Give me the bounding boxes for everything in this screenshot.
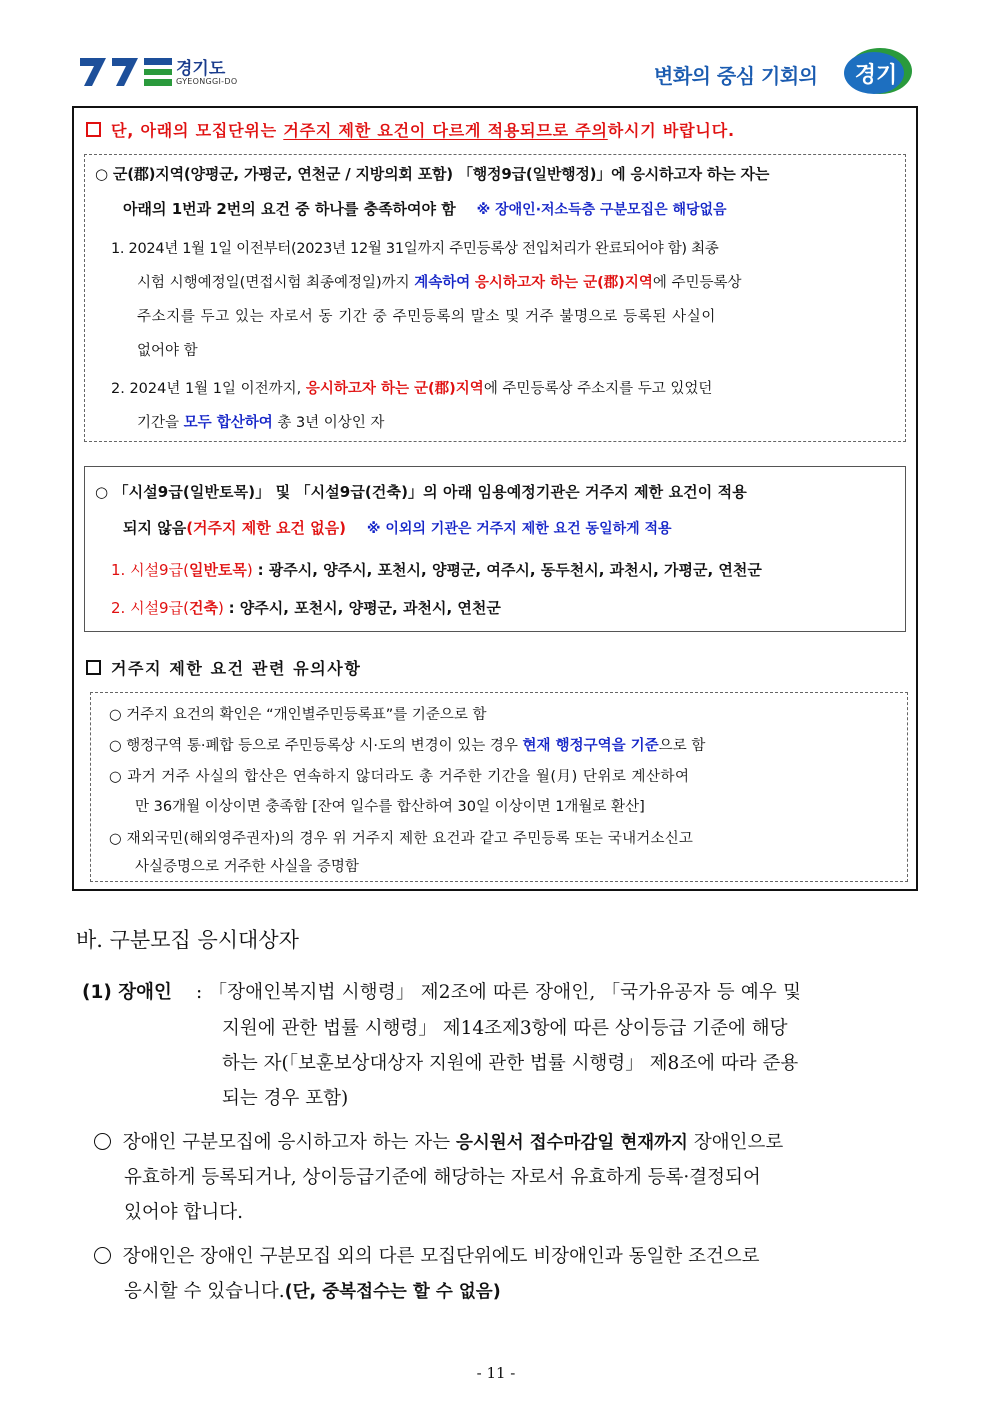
disabled-label: (1) 장애인 [82, 982, 172, 1003]
bullet1-line3: 있어야 합니다. [124, 1202, 243, 1223]
facility-item1: 1. 시설9급(일반토목) : 광주시, 양주시, 포천시, 양평군, 여주시, 동두천시, 과천시, 가평군, 연천군 [111, 561, 762, 579]
page-number: - 11 - [476, 1364, 516, 1382]
bullet2-line1: 장애인은 장애인 구분모집 외의 다른 모집단위에도 비장애인과 동일한 조건으로 [94, 1242, 760, 1268]
facility-exemption-box [84, 466, 906, 632]
facility-item2: 2. 시설9급(건축) : 양주시, 포천시, 양평군, 과천시, 연천군 [111, 599, 501, 617]
caution-item2: ○ 행정구역 통·폐합 등으로 주민등록상 시·도의 변경이 있는 경우 현재 행정구역을 기준으로 함 [109, 738, 706, 754]
disabled-def-line3: 하는 자(「보훈보상대상자 지원에 관한 법률 시행령」 제8조에 따라 준용 [222, 1053, 799, 1074]
county-item2-line2: 기간을 모두 합산하여 총 3년 이상인 자 [137, 415, 385, 431]
bullet1-line2: 유효하게 등록되거나, 상이등급기준에 해당하는 자로서 유효하게 등록·결정되어 [124, 1167, 761, 1188]
disabled-def-line1: : 「장애인복지법 시행령」 제2조에 따른 장애인, 「국가유공자 등 예우 및 [196, 982, 802, 1003]
notice-box [72, 106, 918, 891]
bullet1-line1: 장애인 구분모집에 응시하고자 하는 자는 응시원서 접수마감일 현재까지 장애인으로 [94, 1128, 783, 1154]
checkbox-square-icon [86, 122, 101, 137]
disabled-def-line2: 지원에 관한 법률 시행령」 제14조제3항에 따른 상이등급 기준에 해당 [222, 1018, 788, 1039]
county-item1-line3: 주소지를 두고 있는 자로서 동 기간 중 주민등록의 말소 및 거주 불명으로 등록된 사실이 [137, 309, 716, 325]
caution-box [90, 692, 908, 882]
disabled-def-line4: 되는 경우 포함) [222, 1088, 349, 1109]
facility-rule-line1: ○ 「시설9급(일반토목)」 및 「시설9급(건축)」의 아래 임용예정기관은 거주지 제한 요건이 적용 [95, 483, 747, 501]
county-rule-line1: ○ 군(郡)지역(양평군, 가평군, 연천군 / 지방의회 포함) 「행정9급(일반행정)」에 응시하고자 하는 자는 [95, 165, 770, 183]
caution-item4-line2: 사실증명으로 거주한 사실을 증명함 [135, 859, 359, 875]
facility-rule-line2: 되지 않음(거주지 제한 요건 없음) ※ 이외의 기관은 거주지 제한 요건 동일하게 적용 [123, 519, 672, 537]
logo-subtext: GYEONGGI-DO [176, 77, 238, 86]
county-rule-line2: 아래의 1번과 2번의 요건 중 하나를 충족하여야 함 ※ 장애인·저소득층 구분모집은 해당없음 [123, 200, 727, 218]
caution-title: 거주지 제한 요건 관련 유의사항 [86, 656, 361, 679]
county-item2-line1: 2. 2024년 1월 1일 이전까지, 응시하고자 하는 군(郡)지역에 주민등록상 주소지를 두고 있었던 [111, 381, 713, 397]
badge-text: 경기 [854, 63, 898, 88]
slogan: 변화의 중심 기회의 [654, 64, 818, 88]
bullet2-line2: 응시할 수 있습니다.(단, 중복접수는 할 수 없음) [124, 1281, 501, 1302]
circle-bullet-icon [94, 1247, 111, 1264]
county-requirement-box [84, 154, 906, 442]
circle-bullet-icon [94, 1133, 111, 1150]
caution-item4-line1: ○ 재외국민(해외영주권자)의 경우 위 거주지 제한 요건과 같고 주민등록 또는 국내거소신고 [109, 831, 694, 847]
county-item1-line2: 시험 시행예정일(면접시험 최종예정일)까지 계속하여 응시하고자 하는 군(郡)지역에 주민등록상 [137, 275, 742, 291]
caution-item3-line1: ○ 과거 거주 사실의 합산은 연속하지 않더라도 총 거주한 기간을 월(月) 단위로 계산하여 [109, 769, 690, 785]
logo-text: 경기도 [176, 59, 226, 79]
caution-item1: ○ 거주지 요건의 확인은 “개인별주민등록표”를 기준으로 함 [109, 707, 487, 723]
caution-item3-line2: 만 36개월 이상이면 충족함 [잔여 일수를 합산하여 30일 이상이면 1개월로 환산] [135, 799, 645, 815]
checkbox-square-icon [86, 660, 101, 675]
section-heading: 바. 구분모집 응시대상자 [76, 928, 299, 952]
county-item1-line4: 없어야 함 [137, 343, 198, 359]
notice-title: 단, 아래의 모집단위는 거주지 제한 요건이 다르게 적용되므로 주의하시기 바랍니다. [86, 118, 735, 141]
county-item1-line1: 1. 2024년 1월 1일 이전부터(2023년 12월 31일까지 주민등록상 전입처리가 완료되어야 함) 최종 [111, 241, 719, 257]
